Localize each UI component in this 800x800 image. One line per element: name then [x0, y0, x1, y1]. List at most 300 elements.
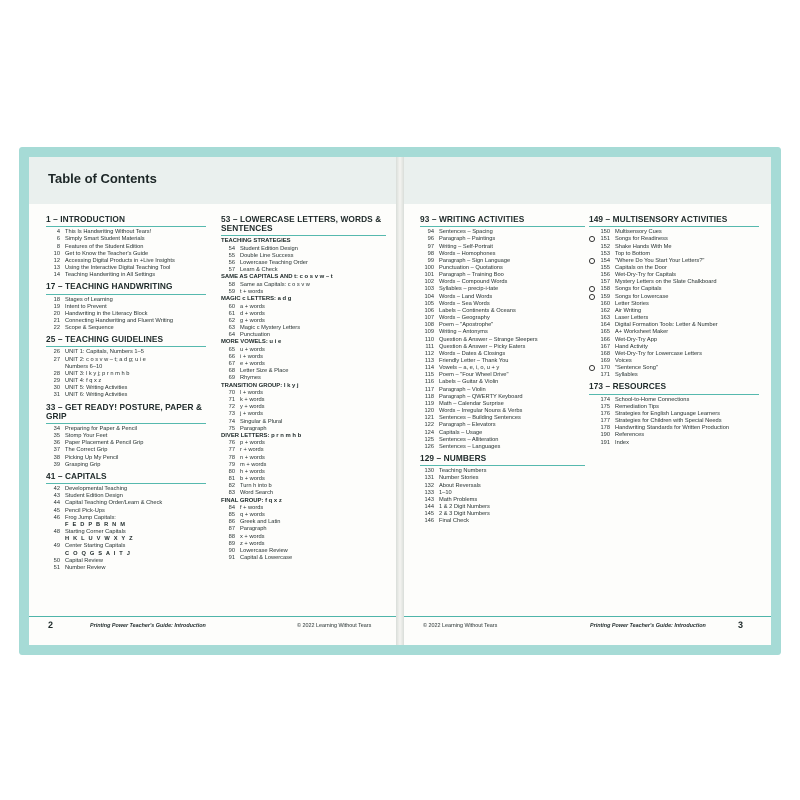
toc-entry	[221, 548, 386, 555]
section-heading: 33 – GET READY! POSTURE, PAPER & GRIP	[46, 403, 206, 424]
entry-page-number: 37	[53, 447, 60, 454]
toc-section	[589, 382, 759, 446]
entry-page-number: 64	[228, 332, 235, 339]
entry-page-number: 164	[600, 322, 610, 329]
entry-page-number: 89	[228, 540, 235, 547]
entry-title: r + words	[240, 447, 264, 454]
entry-page-number: 96	[427, 236, 434, 243]
entry-page-number: 31	[53, 392, 60, 399]
entry-page-number: 156	[600, 272, 610, 279]
toc-entry	[420, 322, 585, 329]
entry-title: "Where Do You Start Your Letters?"	[615, 257, 705, 264]
entry-page-number: 146	[424, 518, 434, 525]
entry-page-number: 39	[53, 461, 60, 468]
toc-column-3	[420, 215, 585, 529]
toc-entry	[221, 426, 386, 433]
entry-page-number: 76	[228, 440, 235, 447]
entry-page-number: 35	[53, 433, 60, 440]
toc-entry	[589, 365, 759, 372]
entry-title: h + words	[240, 468, 265, 475]
toc-entry	[221, 253, 386, 260]
entry-title: Words – Irregular Nouns & Verbs	[439, 408, 523, 415]
entry-page-number: 43	[53, 493, 60, 500]
toc-entry	[46, 500, 206, 507]
section-heading: 173 – RESOURCES	[589, 382, 759, 394]
entry-page-number: 116	[424, 379, 434, 386]
entry-page-number: 80	[228, 468, 235, 475]
entry-title: Strategies for Children with Special Needs	[615, 418, 722, 425]
entry-page-number: 114	[424, 365, 434, 372]
toc-entry	[589, 411, 759, 418]
toc-entry	[221, 289, 386, 296]
entry-title: Sentences – Spacing	[439, 229, 493, 236]
toc-entry	[589, 258, 759, 265]
toc-entry	[420, 504, 585, 511]
toc-entry	[46, 536, 206, 543]
page-number-left: 2	[48, 620, 54, 630]
section-heading: 41 – CAPITALS	[46, 472, 206, 484]
entry-title: This Is Handwriting Without Tears!	[65, 229, 152, 236]
entry-page-number: 106	[424, 307, 434, 314]
entry-title: Sentences – Alliteration	[439, 436, 499, 443]
audio-icon	[589, 236, 595, 242]
toc-entry	[420, 294, 585, 301]
entry-title: A+ Worksheet Maker	[615, 329, 669, 336]
entry-title: Learn & Check	[240, 267, 278, 274]
entry-page-number: 8	[56, 243, 60, 250]
entry-title: F E D P B R N M	[65, 521, 127, 528]
toc-entry	[589, 372, 759, 379]
toc-entry	[221, 505, 386, 512]
entry-page-number: 145	[424, 511, 434, 518]
entry-title: Question & Answer – Strange Sleepers	[439, 336, 538, 343]
entry-page-number: 90	[228, 547, 235, 554]
entry-page-number: 144	[424, 504, 434, 511]
entry-title: d + words	[240, 310, 265, 317]
entry-page-number: 133	[424, 489, 434, 496]
entry-title: Paragraph – QWERTY Keyboard	[439, 393, 523, 400]
toc-entry	[221, 462, 386, 469]
entry-page-number: 115	[424, 372, 434, 379]
entry-page-number: 51	[53, 564, 60, 571]
entry-title: Words – Land Words	[439, 293, 493, 300]
entry-page-number: 13	[53, 264, 60, 271]
section-heading: 25 – TEACHING GUIDELINES	[46, 335, 206, 347]
entry-page-number: 101	[424, 272, 434, 279]
entry-page-number: 14	[53, 272, 60, 279]
entry-page-number: 6	[56, 236, 60, 243]
toc-entry	[46, 349, 206, 356]
toc-entry	[589, 440, 759, 447]
entry-title: Double Line Success	[240, 252, 294, 259]
toc-entry	[420, 301, 585, 308]
entry-page-number: 82	[228, 483, 235, 490]
entry-title: Friendly Letter – Thank You	[439, 358, 509, 365]
entry-page-number: 18	[53, 296, 60, 303]
toc-entry	[420, 279, 585, 286]
entry-page-number: 119	[424, 400, 434, 407]
entry-title: Handwriting in the Literacy Block	[65, 310, 148, 317]
toc-entry	[589, 286, 759, 293]
entry-title: Punctuation – Quotations	[439, 264, 503, 271]
section-heading: 129 – NUMBERS	[420, 454, 585, 466]
entry-title: Get to Know the Teacher's Guide	[65, 250, 149, 257]
toc-entry	[221, 541, 386, 548]
entry-title: b + words	[240, 476, 265, 483]
entry-page-number: 44	[53, 500, 60, 507]
toc-entry	[589, 337, 759, 344]
page-number-right: 3	[738, 620, 744, 630]
toc-entry	[589, 344, 759, 351]
entry-title: UNIT 6: Writing Activities	[65, 392, 128, 399]
entry-page-number: 87	[228, 526, 235, 533]
toc-entry	[589, 351, 759, 358]
toc-entry	[221, 419, 386, 426]
entry-page-number	[46, 522, 65, 529]
entry-page-number: 4	[56, 229, 60, 236]
audio-icon	[589, 286, 595, 292]
section-heading: 149 – MULTISENSORY ACTIVITIES	[589, 215, 759, 227]
entry-page-number: 153	[600, 250, 610, 257]
entry-page-number: 49	[53, 543, 60, 550]
entry-title: Frog Jump Capitals:	[65, 514, 116, 521]
toc-entry	[420, 497, 585, 504]
entry-page-number: 170	[600, 365, 610, 372]
toc-section	[46, 215, 206, 279]
entry-page-number: 26	[53, 349, 60, 356]
toc-entry	[420, 394, 585, 401]
toc-entry	[420, 236, 585, 243]
entry-title: Capitals – Usage	[439, 429, 483, 436]
entry-title: Labels – Continents & Oceans	[439, 307, 516, 314]
entry-title: UNIT 2: c o s v w – t; a d g; u i e	[65, 356, 146, 363]
entry-page-number: 12	[53, 257, 60, 264]
entry-page-number: 104	[424, 293, 434, 300]
entry-page-number: 74	[228, 418, 235, 425]
entry-page-number: 54	[228, 245, 235, 252]
entry-title: Final Check	[439, 518, 470, 525]
toc-entry	[221, 368, 386, 375]
entry-page-number: 69	[228, 375, 235, 382]
entry-page-number: 91	[228, 555, 235, 562]
toc-entry	[46, 392, 206, 399]
entry-title: Vowels – a, e, i, o, u + y	[439, 365, 500, 372]
book-gutter	[396, 157, 404, 645]
toc-entry	[420, 475, 585, 482]
toc-entry	[46, 297, 206, 304]
entry-title: Hand Activity	[615, 343, 648, 350]
toc-entry	[46, 462, 206, 469]
entry-page-number: 191	[600, 439, 610, 446]
toc-entry	[221, 455, 386, 462]
toc-entry	[46, 236, 206, 243]
entry-title: Paragraph – Training Boo	[439, 272, 504, 279]
entry-page-number: 152	[600, 243, 610, 250]
entry-page-number: 36	[53, 440, 60, 447]
entry-page-number: 81	[228, 476, 235, 483]
toc-section	[589, 215, 759, 379]
entry-title: H K L U V W X Y Z	[65, 536, 134, 543]
entry-page-number: 155	[600, 264, 610, 271]
toc-entry	[221, 411, 386, 418]
toc-entry	[221, 304, 386, 311]
entry-page-number: 165	[600, 329, 610, 336]
entry-title: Developmental Teaching	[65, 486, 128, 493]
toc-entry	[589, 418, 759, 425]
toc-entry	[46, 364, 206, 371]
subsection-heading: TEACHING STRATEGIES	[221, 238, 291, 245]
entry-page-number: 68	[228, 368, 235, 375]
toc-entry	[221, 375, 386, 382]
entry-page-number: 72	[228, 404, 235, 411]
toc-entry	[420, 408, 585, 415]
entry-page-number: 71	[228, 397, 235, 404]
entry-title: Paragraph – Elevators	[439, 422, 496, 429]
entry-title: Remediation Tips	[615, 403, 659, 410]
toc-entry	[589, 301, 759, 308]
entry-page-number: 160	[600, 300, 610, 307]
entry-page-number: 151	[600, 236, 610, 243]
toc-entry	[46, 447, 206, 454]
entry-title: Starting Corner Capitals	[65, 529, 126, 536]
toc-entry	[589, 272, 759, 279]
entry-page-number: 58	[228, 281, 235, 288]
entry-page-number: 86	[228, 519, 235, 526]
entry-page-number: 162	[600, 307, 610, 314]
toc-entry	[589, 404, 759, 411]
entry-page-number: 46	[53, 514, 60, 521]
footer-book-title-right: Printing Power Teacher's Guide: Introduction	[590, 623, 706, 629]
entry-page-number: 105	[424, 300, 434, 307]
entry-page-number: 163	[600, 315, 610, 322]
entry-title: n + words	[240, 454, 265, 461]
subsection-heading: MORE VOWELS: u i e	[221, 339, 282, 346]
toc-entry	[589, 397, 759, 404]
toc-entry	[46, 304, 206, 311]
entry-title: Teaching Handwriting in All Settings	[65, 272, 156, 279]
entry-title: UNIT 3: l k y j; p r n m h b	[65, 370, 130, 377]
entry-page-number: 167	[600, 343, 610, 350]
toc-entry	[221, 404, 386, 411]
entry-page-number: 38	[53, 454, 60, 461]
entry-title: Wet-Dry-Try for Capitals	[615, 272, 676, 279]
entry-title: Scope & Sequence	[65, 325, 114, 332]
entry-page-number: 125	[424, 436, 434, 443]
toc-entry	[221, 282, 386, 289]
left-page	[29, 157, 400, 645]
entry-title: Student Edition Design	[65, 493, 123, 500]
toc-entry	[420, 422, 585, 429]
entry-title: Shake Hands With Me	[615, 243, 672, 250]
toc-entry	[46, 440, 206, 447]
toc-entry	[420, 468, 585, 475]
toc-entry	[589, 265, 759, 272]
entry-title: "Sentence Song"	[615, 365, 658, 372]
entry-title: UNIT 5: Writing Activities	[65, 385, 128, 392]
entry-page-number: 27	[53, 356, 60, 363]
toc-entry	[420, 244, 585, 251]
entry-page-number: 118	[424, 393, 434, 400]
entry-page-number: 79	[228, 461, 235, 468]
toc-entry	[46, 426, 206, 433]
entry-title: Syllables	[615, 372, 638, 379]
toc-entry	[221, 469, 386, 476]
entry-page-number: 34	[53, 425, 60, 432]
entry-page-number: 19	[53, 303, 60, 310]
toc-entry	[46, 529, 206, 536]
toc-entry	[589, 294, 759, 301]
entry-title: About Reversals	[439, 482, 481, 489]
toc-entry	[221, 397, 386, 404]
entry-title: m + words	[240, 461, 267, 468]
entry-title: Picking Up My Pencil	[65, 454, 119, 461]
subsection-heading: FINAL GROUP: f q x z	[221, 497, 282, 504]
entry-title: Lowercase Teaching Order	[240, 260, 308, 267]
entry-title: Singular & Plural	[240, 418, 283, 425]
toc-entry	[420, 483, 585, 490]
entry-title: Punctuation	[240, 332, 271, 339]
left-footer	[29, 616, 400, 633]
entry-page-number: 10	[53, 250, 60, 257]
entry-title: Connecting Handwriting and Fluent Writing	[65, 317, 174, 324]
toc-entry	[46, 486, 206, 493]
entry-title: Student Edition Design	[240, 245, 298, 252]
entry-title: Poem – "Apostrophe"	[439, 322, 494, 329]
toc-entry	[221, 347, 386, 354]
entry-title: Writing – Antonyms	[439, 329, 488, 336]
toc-entry	[221, 447, 386, 454]
entry-page-number: 85	[228, 512, 235, 519]
toc-entry	[589, 322, 759, 329]
toc-entry	[221, 325, 386, 332]
entry-title: Air Writing	[615, 307, 642, 314]
entry-title: C O Q G S A I T J	[65, 550, 132, 557]
toc-entry	[221, 476, 386, 483]
toc-entry	[46, 493, 206, 500]
entry-title: f + words	[240, 504, 264, 511]
subsection-heading: MAGIC c LETTERS: a d g	[221, 296, 292, 303]
toc-entry	[589, 432, 759, 439]
entry-page-number: 126	[424, 443, 434, 450]
entry-title: The Correct Grip	[65, 447, 108, 454]
entry-page-number: 168	[600, 350, 610, 357]
toc-entry	[420, 329, 585, 336]
entry-title: Grasping Grip	[65, 461, 101, 468]
toc-entry	[221, 512, 386, 519]
toc-entry	[589, 315, 759, 322]
footer-copyright-right: © 2022 Learning Without Tears	[423, 623, 498, 629]
section-heading: 17 – TEACHING HANDWRITING	[46, 282, 206, 294]
entry-page-number: 67	[228, 361, 235, 368]
toc-entry	[221, 440, 386, 447]
entry-title: Using the Interactive Digital Teaching Tool	[65, 264, 171, 271]
section-heading: 53 – LOWERCASE LETTERS, WORDS & SENTENCES	[221, 215, 386, 236]
entry-page-number: 122	[424, 422, 434, 429]
entry-page-number: 150	[600, 229, 610, 236]
entry-title: Paragraph – Sign Language	[439, 257, 511, 264]
entry-title: q + words	[240, 512, 265, 519]
toc-entry	[221, 318, 386, 325]
entry-title: Digital Formation Tools: Letter & Number	[615, 322, 718, 329]
toc-entry	[46, 565, 206, 572]
entry-title: Rhymes	[240, 375, 261, 382]
toc-entry	[46, 371, 206, 378]
toc-entry	[420, 265, 585, 272]
entry-page-number: 177	[600, 418, 610, 425]
toc-entry	[589, 329, 759, 336]
entry-title: Math Problems	[439, 496, 478, 503]
entry-page-number: 102	[424, 279, 434, 286]
toc-section	[46, 282, 206, 332]
toc-entry	[46, 318, 206, 325]
entry-title: Strategies for English Language Learners	[615, 411, 720, 417]
entry-page-number: 20	[53, 310, 60, 317]
toc-entry	[420, 379, 585, 386]
toc-entry	[46, 258, 206, 265]
toc-entry	[221, 390, 386, 397]
entry-title: Pencil Pick-Ups	[65, 507, 105, 514]
entry-page-number: 178	[600, 425, 610, 432]
entry-title: Capital & Lowercase	[240, 555, 293, 562]
entry-title: j + words	[240, 411, 263, 418]
entry-page-number	[46, 536, 65, 543]
entry-page-number: 108	[424, 322, 434, 329]
entry-title: Center Starting Capitals	[65, 543, 126, 550]
toc-entry	[420, 358, 585, 365]
entry-title: Stages of Learning	[65, 296, 113, 303]
toc-entry	[420, 229, 585, 236]
entry-title: Teaching Numbers	[439, 468, 487, 475]
toc-entry	[221, 246, 386, 253]
entry-title: Handwriting Standards for Written Production	[615, 425, 730, 432]
toc-entry	[46, 385, 206, 392]
toc-entry	[420, 251, 585, 258]
entry-title: Wet-Dry-Try App	[615, 336, 658, 343]
entry-title: Math – Calendar Surprise	[439, 400, 504, 407]
subsection-heading: TRANSITION GROUP: l k y j	[221, 382, 299, 389]
entry-title: e + words	[240, 361, 265, 368]
toc-entry	[46, 522, 206, 529]
audio-icon	[589, 294, 595, 300]
entry-page-number: 48	[53, 529, 60, 536]
entry-page-number: 143	[424, 496, 434, 503]
entry-title: UNIT 1: Capitals, Numbers 1–5	[65, 349, 144, 356]
toc-entry	[420, 387, 585, 394]
entry-title: Paper Placement & Pencil Grip	[65, 440, 144, 447]
entry-page-number: 63	[228, 325, 235, 332]
entry-page-number: 75	[228, 425, 235, 432]
entry-title: Intent to Prevent	[65, 303, 107, 310]
entry-page-number: 78	[228, 454, 235, 461]
toc-entry	[420, 430, 585, 437]
toc-entry	[420, 372, 585, 379]
toc-entry	[420, 511, 585, 518]
entry-page-number: 121	[424, 415, 434, 422]
entry-title: School-to-Home Connections	[615, 396, 690, 403]
toc-entry	[46, 455, 206, 462]
toc-section	[420, 215, 585, 451]
subsection-heading: SAME AS CAPITALS AND t: c o s v w – t	[221, 274, 333, 281]
entry-page-number	[46, 364, 65, 371]
entry-page-number: 100	[424, 264, 434, 271]
entry-page-number: 62	[228, 317, 235, 324]
entry-page-number: 174	[600, 396, 610, 403]
entry-page-number: 61	[228, 310, 235, 317]
toc-entry	[420, 272, 585, 279]
toc-entry	[46, 433, 206, 440]
entry-page-number: 59	[228, 289, 235, 295]
right-page	[400, 157, 771, 645]
